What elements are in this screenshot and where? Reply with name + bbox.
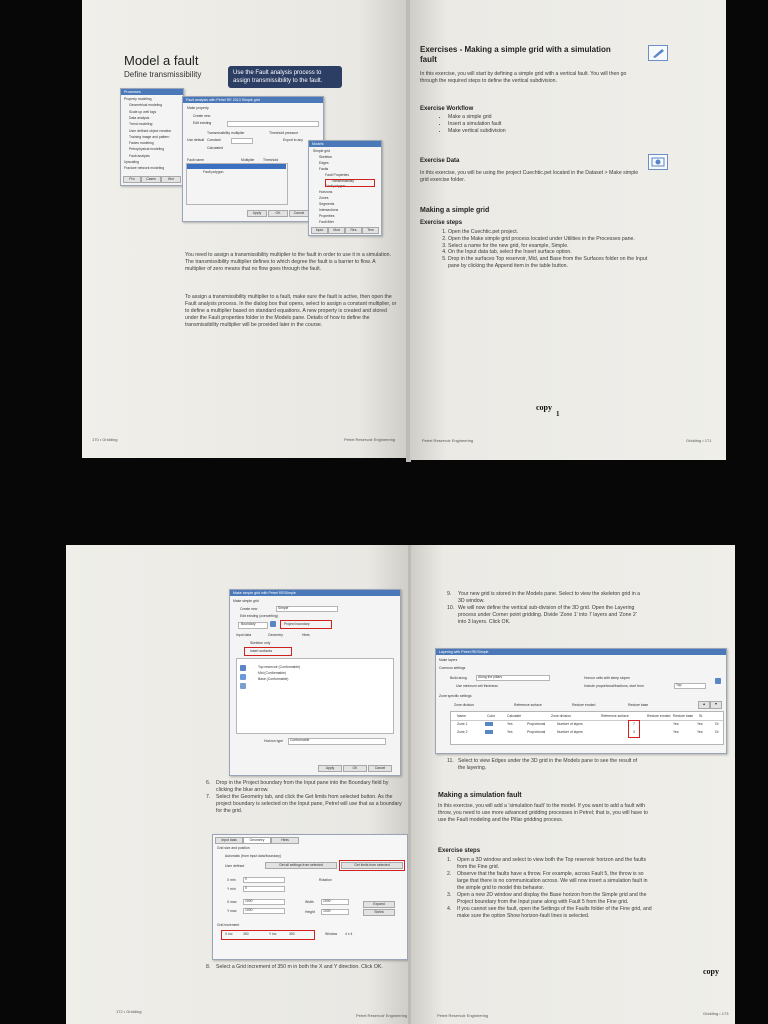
transmissibility-highlight [325,179,375,187]
dialog-tab[interactable]: Make layers [439,658,458,662]
copy-stamp: copy [703,967,719,976]
process-item[interactable]: Training image and pattern [129,134,170,139]
callout-box: Use the Fault analysis process to assign transmissibility to the fault. [228,66,342,88]
window-label: Window [325,932,338,936]
dialog-title: Layering with Petrel RE/Simple [436,649,726,655]
models-tabs [311,227,379,233]
ymin-input[interactable] [243,886,285,892]
zone-division-label: Zone division [454,703,474,707]
table-header: Name [457,714,467,718]
process-item[interactable]: Scale up well logs [129,109,157,114]
workflow-item: • Make vertical subdivision [448,128,506,135]
dialog-title: Fault analysis with Petrel RE 2013 Simple grid [183,97,323,103]
table-header: Reference surface [601,714,629,718]
steps-heading: Exercise steps [438,848,481,854]
get-limits-button[interactable]: Get limits from selected [341,862,403,869]
yinc-label: Y inc [269,932,277,936]
proportional-checkbox[interactable]: Include proportional/fractions, start from [584,684,644,688]
footer-right: Petrel Reservoir Engineering [356,1013,408,1018]
tab-input[interactable]: Input [311,227,328,234]
step-item: 8. Select a Grid increment of 350 m in both the X and Y direction. Click OK. [206,964,383,970]
surfaces-table [236,658,394,734]
rotation-checkbox[interactable]: Rotation [319,878,332,882]
process-item[interactable]: Trend modeling [129,122,153,127]
surface-top-reservoir[interactable]: Top reservoir (Conformable) [258,665,301,669]
step-item: 7. Select the Geometry tab, and click the Get limits from selected button. As the project boundary is selected on the Input pane, Petrel will use that as a boundary for the grid. [206,794,402,814]
step-item: 9. Your new grid is stored in the Models pane. Select to view the skeleton grid in a 3D window. [447,591,641,604]
min-thickness-checkbox[interactable]: Use minimum cell thickness [456,684,498,688]
page-170 [82,0,407,458]
zone-color-swatch[interactable] [485,730,493,734]
section-heading: Making a simulation fault [438,792,522,799]
append-icon[interactable] [240,665,246,671]
window-value: 4 x 4 [345,932,353,936]
table-cell[interactable]: Zone 2 [457,730,468,734]
workflow-list [432,114,506,134]
tab-models[interactable]: Mod [328,227,345,234]
table-cell[interactable]: Proportional [527,730,546,734]
section-text: In this exercise, you will add a 'simulation fault' to the model. If you want to add a fault with throw, you need to use more advanced gridding processes in Petrel; that is, you will have to use the Fault modeling and the Pillar gridding process. [438,803,648,823]
models-tree-item[interactable]: Fault Properties [325,172,349,177]
boundary-label: Boundary [241,622,256,626]
models-title: Models [309,141,381,147]
yinc-value: 350 [289,932,295,936]
ymax-value: 1000 [245,908,253,912]
tab-input-data[interactable]: Input data [215,837,243,844]
scroll-down-button[interactable]: ▼ [710,701,722,709]
table-cell[interactable]: Gr [715,730,719,734]
get-all-settings-button[interactable]: Get all settings from selected [265,862,337,869]
footer-left: 172 • Gridding [116,1009,142,1014]
copy-stamp: copy [536,403,552,412]
tab-input-data[interactable]: Input data [236,633,252,637]
move-up-icon[interactable] [240,683,246,689]
help-icon[interactable] [715,678,721,684]
footer-right: Petrel Reservoir Engineering [344,437,396,442]
step-item: 2. Open the Make simple grid process located under Utilities in the Processes pane. [448,236,652,243]
page-subtitle: Define transmissibility [124,70,202,79]
panel-tabs [123,176,181,182]
paragraph-1: You need to assign a transmissibility multiplier to the fault in order to use it in a simulation. The transmissibility multiplier defines to which degree the fault is a barrier to flow. A multiplier of zero means that no flow goes through the fault. [185,252,391,272]
dialog-tab[interactable]: Make property [187,106,209,110]
scroll-up-button[interactable]: ▲ [698,701,710,709]
panel-title: Processes [121,89,183,95]
dialog-tab[interactable]: Make simple grid [233,599,259,603]
zone-color-swatch[interactable] [485,722,493,726]
grid-size-label: Grid size and position [217,846,250,850]
tab-results[interactable]: Res [345,227,362,234]
start-from-value: Top [676,683,682,687]
tab-geometry[interactable]: Geometry [268,633,283,637]
models-tree-item[interactable]: Fault polygon [325,184,346,189]
dialog-title: Make simple grid with Petrel RE/Simple [230,590,400,596]
shrink-button[interactable]: Shrink [363,909,395,916]
step-item: 1. Open a 3D window and select to view both the Top reservoir horizon and the faults from the Fine grid. [447,857,647,870]
process-item[interactable]: Geometrical modeling [129,103,162,108]
horizon-type-label: Horizon type [264,739,284,743]
step-item: 3. Select a name for the new grid, for example, Simple. [448,243,652,250]
steps-list [432,229,652,270]
edit-existing-radio[interactable]: Edit existing (overwriting) [240,614,278,618]
make-simple-grid-dialog [229,589,401,776]
width-value: 1000 [323,899,331,903]
step-item: 4. On the Input data tab, select the Insert surface option. [448,249,652,256]
calculated-radio[interactable]: Calculated [207,146,224,150]
exercise-steps [447,857,652,920]
table-cell[interactable]: Yes [507,730,513,734]
automatic-radio[interactable]: Automatic (from input data/boundary) [225,854,281,858]
table-cell[interactable]: Yes [697,722,703,726]
section-heading: Making a simple grid [420,207,490,214]
models-tree-item[interactable]: Horizons [319,190,333,195]
restore-eroded-label: Restore eroded [572,703,596,707]
steps-9-10 [447,591,643,626]
process-item[interactable]: Petrophysical modeling [129,147,165,152]
table-header: Calculate [507,714,522,718]
table-cell[interactable]: 7 [633,722,635,726]
process-item[interactable]: Upscaling [124,160,139,164]
step-item: 2. Observe that the faults have a throw. For example, across Fault 5, the throw is so large that there is no communication across. We will now insert a simulation fault in the simple grid to model this behavior. [447,871,648,891]
models-tree-item[interactable]: Faults [319,166,329,171]
fault-analysis-dialog [182,96,324,222]
process-item[interactable]: Facies modeling [129,141,154,146]
footer-left: Petrel Reservoir Engineering [437,1013,489,1018]
tab-processes[interactable]: Pro [123,176,141,183]
table-cell[interactable]: Yes [507,722,513,726]
create-new-radio[interactable]: Create new [240,607,258,611]
page-172 [66,545,409,1024]
edit-existing-field[interactable] [227,121,319,127]
workflow-heading: Exercise Workflow [420,106,474,112]
layers-highlight [628,720,640,738]
height-label: Height [305,910,315,914]
data-text: In this exercise, you will be using the project Cuechtic.pet located in the Dataset > Make simple grid exercise folder. [420,170,639,183]
fault-table [186,163,288,205]
steps-6-7 [206,780,406,815]
get-limits-highlight [339,860,405,871]
models-tree-item[interactable]: Skeleton [319,154,333,159]
ymin-label: Y min [227,887,236,891]
table-header: Restore eroded [647,714,671,718]
xmin-label: X min [227,878,236,882]
copy-stamp-number: 1 [556,410,560,418]
page-title: Model a fault [124,53,199,68]
tab-hints[interactable]: Hints [302,633,310,637]
models-tree-item[interactable]: Intersections [319,208,339,212]
table-header: Restore base [673,714,694,718]
step-item: 1. Open the Cuechtic.pet project. [448,229,652,236]
user-defined-radio[interactable]: User defined [225,864,245,868]
xinc-label: X inc [225,932,233,936]
blue-arrow-button[interactable] [270,621,276,627]
table-cell[interactable]: Proportional [527,722,546,726]
steep-slopes-checkbox[interactable]: Honour cells with steep slopes [584,676,630,680]
reference-surface-label: Reference surface [514,703,542,707]
paragraph-2: To assign a transmissibility multiplier to a fault, make sure the fault is active, then open the Fault analysis process. In the dialog box that opens, select to assign a constant multiplier, or to define a multiplier based on standard equations. A new property is created and stored under the Fault properties folder in the Models pane. Details of how to define the transmissibility multiplier will be provided later in the course. [185,294,397,328]
cancel-button[interactable]: Cancel [368,765,392,772]
apply-button[interactable]: Apply [247,210,267,217]
width-label: Width [305,900,314,904]
models-tree-item[interactable]: Edges [319,160,329,165]
table-cell[interactable]: Yes [697,730,703,734]
process-item[interactable]: Property modeling [124,97,152,101]
page-171 [410,0,726,460]
surface-mid[interactable]: Mid (Conformable) [258,671,287,675]
table-header: St. [699,714,704,718]
layering-dialog [435,648,727,754]
constant-field[interactable] [231,138,253,144]
restore-base-label: Restore base [628,703,649,707]
col-threshold: Threshold [263,158,279,162]
boundary-highlight [280,620,332,629]
step-11 [447,758,643,772]
process-item[interactable]: User defined object creation [129,128,172,133]
processes-panel [120,88,184,186]
process-item[interactable]: Fracture network modeling [124,166,165,171]
trans-label: Transmissibility multiplier [207,131,245,135]
surface-base[interactable]: Base (Conformable) [258,677,289,681]
step-item: 6. Drop in the Project boundary from the Input pane into the Boundary field by clicking the blue arrow. [206,780,389,793]
ymin-value: 0 [245,886,247,890]
xmin-value: 0 [245,877,247,881]
build-along-value: Along the pillars [478,675,503,679]
tab-workflows[interactable]: Wor [161,176,181,183]
step-item: 4. If you cannot see the fault, open the Settings of the Faults folder of the Fine grid, and make sure the option Show horizon-fault lines is selected. [447,906,652,919]
table-cell[interactable]: 3 [633,730,635,734]
models-tree-item[interactable]: Simple grid [313,149,330,153]
xinc-value: 350 [243,932,249,936]
models-tree-item[interactable]: Fault filter [319,219,334,224]
common-settings-label: Common settings [439,666,466,670]
expand-button[interactable]: Expand [363,901,395,908]
ymax-label: Y max [227,909,237,913]
dataset-icon [648,154,668,170]
cancel-button[interactable]: Cancel [289,210,309,217]
col-fault-name: Fault name [187,158,204,162]
exercise-title: Exercises - Making a simple grid with a simulation fault [420,45,611,64]
insert-surfaces-radio[interactable]: Insert surfaces [250,649,273,653]
table-cell[interactable]: Number of layers [557,730,583,734]
col-multiplier: Multiplier [241,158,255,162]
tab-geometry[interactable]: Geometry [243,837,271,844]
step-item: 10. We will now define the vertical sub-division of the 3D grid. Open the Layering process under Corner point gridding. Divide 'Zone 1' into 7 layers and 'Zone 2' into 3 layers. Click OK. [447,605,637,625]
apply-button[interactable]: Apply [318,765,342,772]
pencil-icon [648,45,668,61]
skeleton-only-radio[interactable]: Skeleton only [250,641,271,645]
edit-existing-radio[interactable]: Edit existing [193,121,212,125]
constant-radio[interactable]: Constant [207,138,221,142]
process-item[interactable]: Fault analysis [129,153,150,158]
footer-right: Gridding • 171 [686,438,712,443]
workflow-item: • Make a simple grid [448,114,506,121]
grid-name-value: Simple [278,606,289,610]
table-header: Color [487,714,496,718]
row-fault-polygon[interactable]: Fault polygon [203,170,224,174]
table-cell[interactable]: Yes [673,722,679,726]
ok-button[interactable]: OK [268,210,288,217]
footer-right: Gridding • 173 [703,1011,729,1016]
table-header: Zone division [551,714,571,718]
insert-surfaces-highlight [244,647,292,656]
append-blue-arrow-icon[interactable] [240,674,246,680]
footer-left: 170 • Gridding [92,437,118,442]
step-item: 11. Select to view Edges under the 3D grid in the Models pane to see the result of the layering. [447,758,638,771]
xmax-value: 1000 [245,899,253,903]
geometry-tab-panel [212,834,408,960]
exercise-intro: In this exercise, you will start by defining a simple grid with a vertical fault. You will then go through the required steps to define the vertical subdivision. [420,71,627,84]
tab-templates[interactable]: Tem [362,227,379,234]
zone-table [450,711,724,745]
step-item: 3. Open a new 2D window and display the Base horizon from the Simple grid and the Project boundary from the Input pane along with Fault 5 from the Fine grid. [447,892,647,905]
step-8 [206,964,406,971]
zone-settings-label: Zone specific settings [439,694,472,698]
zone-table-header [451,712,723,721]
models-tree-item[interactable]: Segments [319,202,335,207]
table-cell[interactable]: Gr [715,722,719,726]
tab-hints[interactable]: Hints [271,837,299,844]
footer-left: Petrel Reservoir Engineering [422,438,474,443]
workflow-item: • Insert a simulation fault [448,121,506,128]
boundary-value: Project boundary [284,622,310,626]
build-along-label: Build along [450,676,467,680]
tab-cases[interactable]: Cases [141,176,161,183]
page-173 [411,545,735,1024]
xmin-input[interactable] [243,877,285,883]
steps-heading: Exercise steps [420,220,463,226]
create-new-radio[interactable]: Create new [193,114,211,118]
ok-button[interactable]: OK [343,765,367,772]
models-panel [308,140,382,236]
use-default-label: Use default [187,138,205,142]
data-heading: Exercise Data [420,158,460,164]
table-cell[interactable]: Number of layers [557,722,583,726]
export-label: Export to any [283,138,303,142]
xmax-label: X max [227,900,237,904]
process-item[interactable]: Data analysis [129,115,150,120]
models-tree-item[interactable]: Transmissibility [331,178,355,183]
horizon-type-value: Conformable [290,738,310,742]
threshold-label: Threshold pressure [269,131,299,135]
table-cell[interactable]: Zone 1 [457,722,468,726]
grid-increment-label: Grid increment [217,923,240,927]
step-item: 5. Drop in the surfaces Top reservoir, Mid, and Base from the Surfaces folder on the Input pane by clicking the Append item in the table button. [448,256,652,270]
models-tree-item[interactable]: Properties [319,213,335,218]
height-value: 1000 [323,909,331,913]
table-cell[interactable]: Yes [673,730,679,734]
grid-increment-highlight [221,930,315,940]
models-tree-item[interactable]: Zones [319,196,329,201]
